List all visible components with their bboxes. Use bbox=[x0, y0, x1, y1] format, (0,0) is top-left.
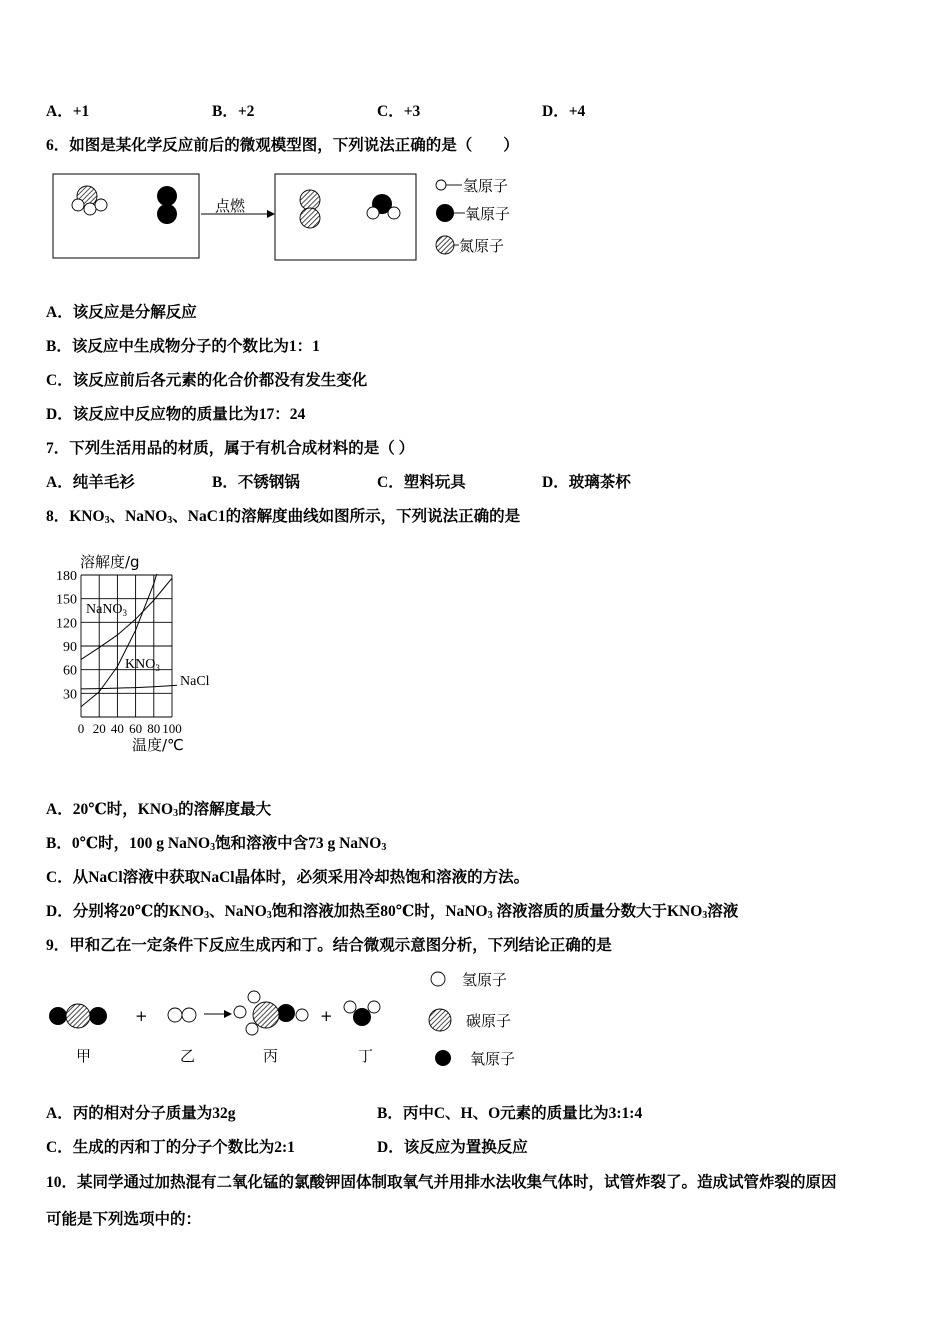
x-tick-label: 80 bbox=[147, 721, 161, 736]
name-ding: 丁 bbox=[358, 1047, 374, 1065]
q6-option-c: C．该反应前后各元素的化合价都没有发生变化 bbox=[46, 372, 368, 389]
q10-stem-line1: 10．某同学通过加热混有二氧化锰的氯酸钾固体制取氧气并用排水法收集气体时，试管炸裂了。造成试管炸裂的原因 bbox=[46, 1174, 837, 1191]
x-tick-label: 100 bbox=[162, 721, 182, 736]
y-tick-label: 30 bbox=[63, 687, 77, 703]
q6-option-b: B．该反应中生成物分子的个数比为1：1 bbox=[46, 338, 320, 355]
molecule-yi bbox=[168, 1008, 196, 1022]
series-line-nacl bbox=[81, 686, 172, 689]
chart-ticks bbox=[56, 569, 182, 736]
x-tick-label: 40 bbox=[110, 721, 124, 736]
hydrogen-atom-icon bbox=[431, 972, 445, 986]
solubility-chart bbox=[40, 545, 240, 760]
legend-nitrogen: 氮原子 bbox=[459, 237, 505, 255]
q6-option-d: D．该反应中反应物的质量比为17：24 bbox=[46, 406, 306, 423]
q6-stem: 6．如图是某化学反应前后的微观模型图，下列说法正确的是（ ） bbox=[46, 137, 519, 154]
plus-sign-2: + bbox=[320, 1007, 333, 1025]
q7-option-a: A．纯羊毛衫 bbox=[46, 474, 135, 491]
q6-option-a: A．该反应是分解反应 bbox=[46, 304, 197, 321]
chart-ylabel: 溶解度/g bbox=[80, 553, 140, 571]
water-molecule bbox=[367, 194, 400, 219]
oxygen-atom-icon bbox=[436, 204, 454, 222]
legend-hydrogen: 氢原子 bbox=[463, 177, 509, 195]
reactants-box bbox=[53, 174, 199, 258]
q9-option-a: A．丙的相对分子质量为32g bbox=[46, 1105, 236, 1122]
q7-option-c: C．塑料玩具 bbox=[377, 474, 466, 491]
q7-option-b: B．不锈钢锅 bbox=[212, 474, 300, 491]
q9-option-c: C．生成的丙和丁的分子个数比为2:1 bbox=[46, 1139, 295, 1156]
oxygen-atom-icon bbox=[435, 1050, 451, 1066]
q10-stem-line2: 可能是下列选项中的： bbox=[46, 1211, 202, 1228]
arrow-label: 点燃 bbox=[215, 197, 246, 215]
series-line-nano3 bbox=[81, 578, 172, 659]
y-tick-label: 90 bbox=[63, 640, 77, 655]
q9-option-d: D．该反应为置换反应 bbox=[377, 1139, 528, 1156]
y-tick-label: 180 bbox=[56, 569, 77, 584]
q9-option-b: B．丙中C、H、O元素的质量比为3:1:4 bbox=[377, 1105, 643, 1122]
name-yi: 乙 bbox=[180, 1047, 196, 1065]
q8-option-d: D．分别将20℃的$KNO_3$、NaNO$_3$饱和溶液加热至80℃时，NaNO$_3$ 溶液溶质的质量分数大于$KNO_3$溶液 bbox=[46, 903, 739, 921]
q9-legend bbox=[429, 971, 515, 1068]
hydrogen-atom-icon bbox=[436, 180, 446, 190]
molecule-ding bbox=[344, 1001, 380, 1026]
q7-stem: 7．下列生活用品的材质，属于有机合成材料的是（ ） bbox=[46, 440, 415, 457]
legend-oxygen: 氧原子 bbox=[465, 205, 511, 223]
q6-reaction-diagram bbox=[45, 168, 545, 268]
q8-stem: 8．$KNO_3$、NaNO$_3$、NaC1的溶解度曲线如图所示，下列说法正确的是 bbox=[46, 508, 521, 526]
series-label-nano3: NaNO$_3$ bbox=[86, 602, 128, 618]
q5-option-a: A．+1 bbox=[46, 103, 90, 120]
oxygen-molecule bbox=[157, 186, 177, 224]
plus-sign-1: + bbox=[135, 1007, 148, 1025]
legend-hydrogen: 氢原子 bbox=[462, 971, 508, 989]
molecule-jia bbox=[49, 1004, 107, 1028]
carbon-atom-icon bbox=[429, 1009, 451, 1031]
chart-xlabel: 温度/℃ bbox=[132, 736, 184, 754]
legend-oxygen: 氧原子 bbox=[470, 1050, 516, 1068]
nitrogen-molecule bbox=[300, 190, 320, 228]
molecule-bing bbox=[234, 991, 308, 1035]
q5-option-c: C．+3 bbox=[377, 103, 421, 120]
nitrogen-atom-icon bbox=[436, 236, 454, 254]
y-tick-label: 60 bbox=[63, 663, 77, 679]
q8-option-a: A．20℃时，$KNO_3$的溶解度最大 bbox=[46, 801, 272, 819]
q8-option-c: C．从NaCl溶液中获取NaCl晶体时，必须采用冷却热饱和溶液的方法。 bbox=[46, 869, 530, 886]
y-tick-label: 150 bbox=[56, 592, 77, 608]
q7-option-d: D．玻璃茶杯 bbox=[542, 474, 631, 491]
q6-legend bbox=[436, 177, 510, 255]
series-label-kno3: $KNO_3$ bbox=[125, 657, 160, 673]
series-label-nacl: NaCl bbox=[180, 674, 210, 689]
name-bing: 丙 bbox=[263, 1047, 279, 1065]
x-tick-label: 20 bbox=[92, 721, 106, 736]
ammonia-molecule bbox=[72, 186, 107, 215]
y-tick-label: 120 bbox=[56, 616, 77, 632]
q5-option-d: D．+4 bbox=[542, 103, 586, 120]
q9-reaction-diagram bbox=[40, 965, 560, 1075]
q9-stem: 9．甲和乙在一定条件下反应生成丙和丁。结合微观示意图分析，下列结论正确的是 bbox=[46, 937, 612, 954]
q5-option-b: B．+2 bbox=[212, 103, 255, 120]
x-tick-label: 60 bbox=[129, 721, 143, 736]
x-tick-label: 0 bbox=[77, 721, 85, 736]
q8-option-b: B．0℃时，100 g NaNO$_3$饱和溶液中含73 g NaNO$_3$ bbox=[46, 835, 387, 853]
name-jia: 甲 bbox=[76, 1047, 92, 1065]
legend-carbon: 碳原子 bbox=[466, 1012, 512, 1030]
